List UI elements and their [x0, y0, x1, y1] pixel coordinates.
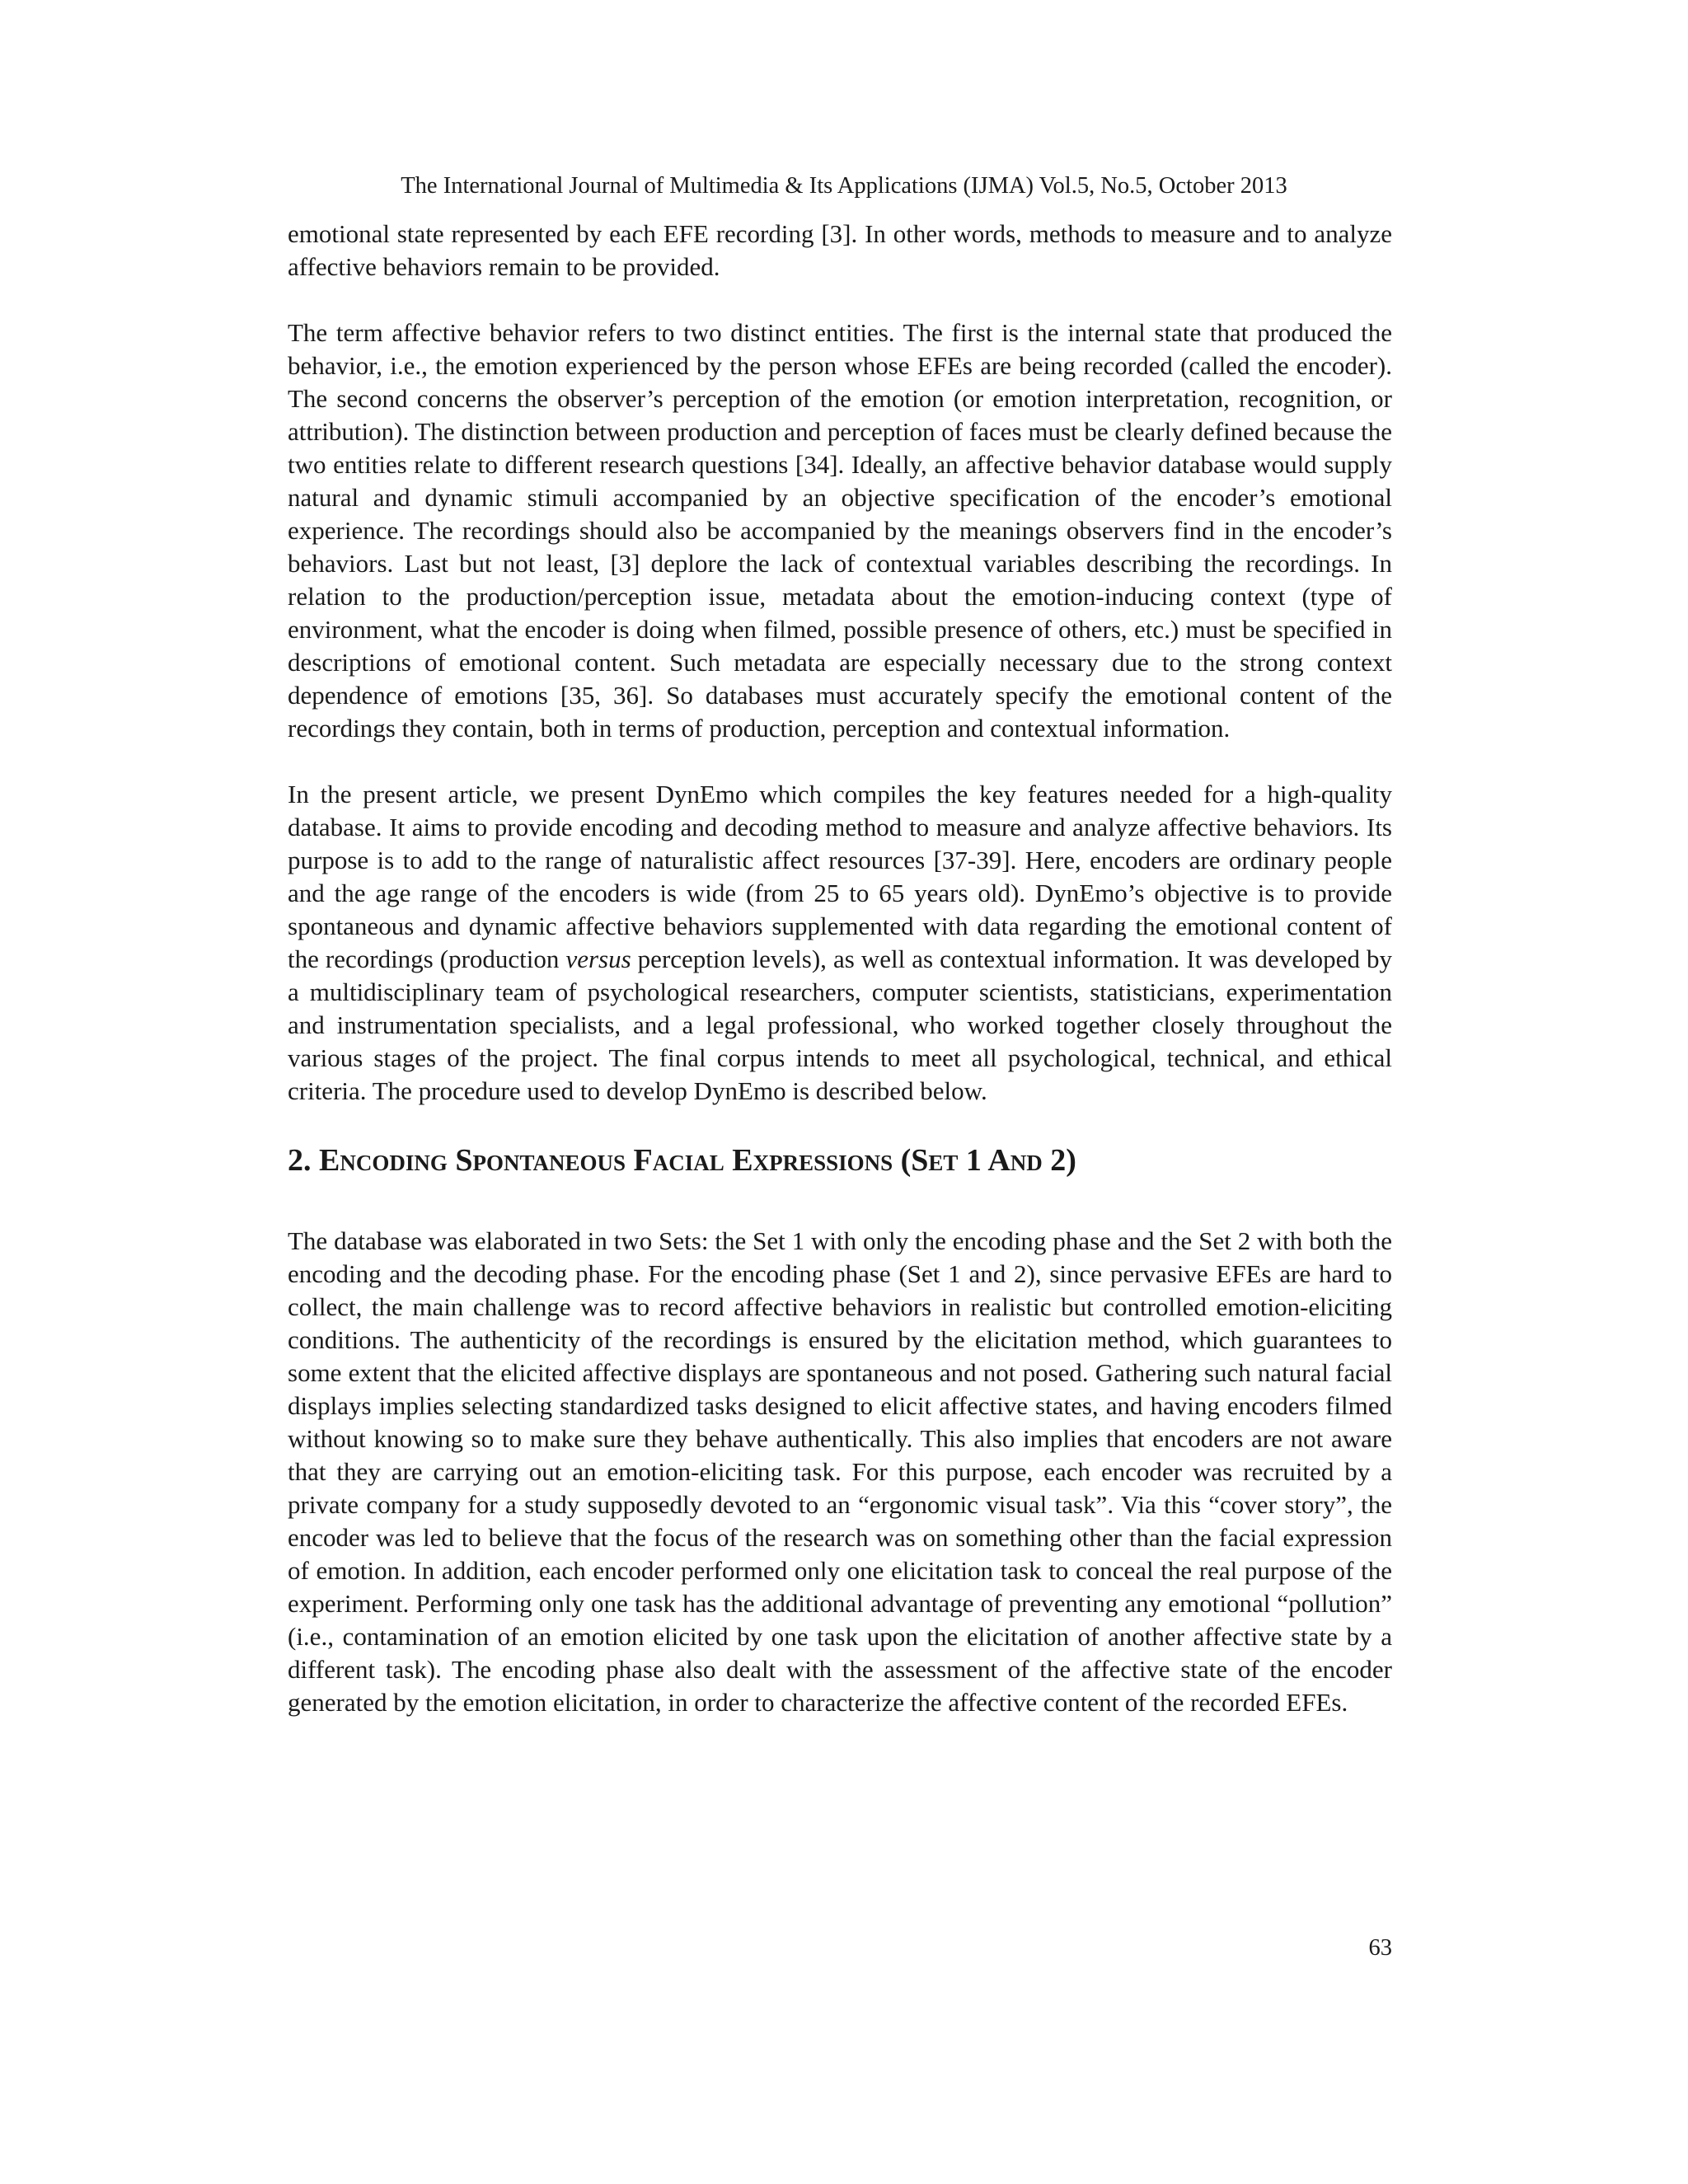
- section-paragraph-1: The database was elaborated in two Sets: the Set 1 with only the encoding phase and the Set 2 with both the encoding and the decoding phase. For the encoding phase (Set 1 and 2), since pervasive EFEs are hard to collect, the main challenge was to record affective behaviors in realistic but controlled emotion-eliciting conditions. The authenticity of the recordings is ensured by the elicitation method, which guarantees to some extent that the elicited affective displays are spontaneous and not posed. Gathering such natural facial displays implies selecting standardized tasks designed to elicit affective states, and having encoders filmed without knowing so to make sure they behave authentically. This also implies that encoders are not aware that they are carrying out an emotion-eliciting task. For this purpose, each encoder was recruited by a private company for a study supposedly devoted to an “ergonomic visual task”. Via this “cover story”, the encoder was led to believe that the focus of the research was on something other than the facial expression of emotion. In addition, each encoder performed only one elicitation task to conceal the real purpose of the experiment. Performing only one task has the additional advantage of preventing any emotional “pollution” (i.e., contamination of an emotion elicited by one task upon the elicitation of another affective state by a different task). The encoding phase also dealt with the assessment of the affective state of the encoder generated by the emotion elicitation, in order to characterize the affective content of the recorded EFEs.: [288, 1226, 1392, 1717]
- paragraph-3-italic-term: versus: [565, 944, 631, 973]
- paragraph-3-text-end: perception levels), as well as contextual information. It was developed by a multidisciplinary team of psychological researchers, computer scientists, statisticians, experimentation and instrumentation specialists, and a legal professional, who worked together closely throughout the various stages of the project. The final corpus intends to meet all psychological, technical, and ethical criteria. The procedure used to develop DynEmo is described below.: [288, 944, 1392, 1105]
- body-text: [288, 218, 1392, 1752]
- paragraph-2: The term affective behavior refers to two distinct entities. The first is the internal state that produced the behavior, i.e., the emotion experienced by the person whose EFEs are being recorded (called the encoder). The second concerns the observer’s perception of the emotion (or emotion interpretation, recognition, or attribution). The distinction between production and perception of faces must be clearly defined because the two entities relate to different research questions [34]. Ideally, an affective behavior database would supply natural and dynamic stimuli accompanied by an objective specification of the encoder’s emotional experience. The recordings should also be accompanied by the meanings observers find in the encoder’s behaviors. Last but not least, [3] deplore the lack of contextual variables describing the recordings. In relation to the production/perception issue, metadata about the emotion-inducing context (type of environment, what the encoder is doing when filmed, possible presence of others, etc.) must be specified in descriptions of emotional content. Such metadata are especially necessary due to the strong context dependence of emotions [35, 36]. So databases must accurately specify the emotional content of the recordings they contain, both in terms of production, perception and contextual information.: [288, 318, 1392, 743]
- paragraph-3-text-start: In the present article, we present DynEmo which compiles the key features needed for a high-quality database. It aims to provide encoding and decoding method to measure and analyze affective behaviors. Its purpose is to add to the range of naturalistic affect resources [37-39]. Here, encoders are ordinary people and the age range of the encoders is wide (from 25 to 65 years old). DynEmo’s objective is to provide spontaneous and dynamic affective behaviors supplemented with data regarding the emotional content of the recordings (production: [288, 780, 1392, 973]
- section-heading: 2. Encoding Spontaneous Facial Expressions (Set 1 And 2): [288, 1143, 1076, 1178]
- paragraph-3: [288, 778, 1392, 1108]
- page-number: 63: [1368, 1935, 1392, 1961]
- paragraph-1: emotional state represented by each EFE recording [3]. In other words, methods to measure and to analyze affective behaviors remain to be provided.: [288, 219, 1392, 281]
- running-header: The International Journal of Multimedia & Its Applications (IJMA) Vol.5, No.5, October 2013: [401, 173, 1287, 199]
